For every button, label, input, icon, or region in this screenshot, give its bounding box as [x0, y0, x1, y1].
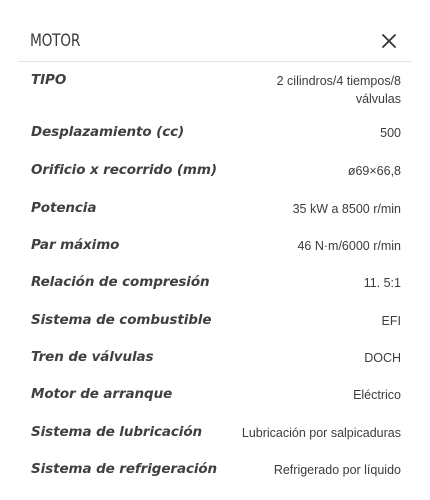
spec-value: Refrigerado por líquido	[273, 463, 401, 477]
spec-label: TIPO	[31, 72, 67, 88]
spec-label: Sistema de refrigeración	[31, 461, 218, 477]
spec-label: Desplazamiento (cc)	[31, 124, 185, 140]
close-icon[interactable]	[380, 32, 398, 50]
spec-value: ø69×66,8	[347, 164, 401, 178]
spec-value: 11. 5:1	[363, 276, 401, 290]
panel-header	[18, 22, 412, 62]
spec-value: DOCH	[364, 351, 401, 365]
spec-value: 500	[380, 126, 401, 140]
spec-label: Sistema de lubricación	[31, 424, 203, 440]
spec-value: Lubricación por salpicaduras	[241, 426, 401, 440]
spec-value: EFI	[381, 314, 401, 328]
spec-label: Par máximo	[31, 237, 120, 253]
panel-title: MOTOR	[30, 31, 81, 51]
spec-label: Tren de válvulas	[31, 349, 154, 365]
spec-label: Sistema de combustible	[31, 312, 212, 328]
spec-label: Relación de compresión	[31, 274, 210, 290]
spec-label: Motor de arranque	[31, 386, 173, 402]
spec-value: 2 cilindros/4 tiempos/8 válvulas	[276, 74, 401, 106]
spec-label: Potencia	[31, 200, 97, 216]
spec-value: 35 kW a 8500 r/min	[292, 202, 401, 216]
spec-label: Orificio x recorrido (mm)	[31, 162, 217, 178]
motor-specs-panel	[18, 22, 412, 500]
spec-value: 46 N·m/6000 r/min	[297, 239, 401, 253]
spec-value: Eléctrico	[353, 388, 401, 402]
